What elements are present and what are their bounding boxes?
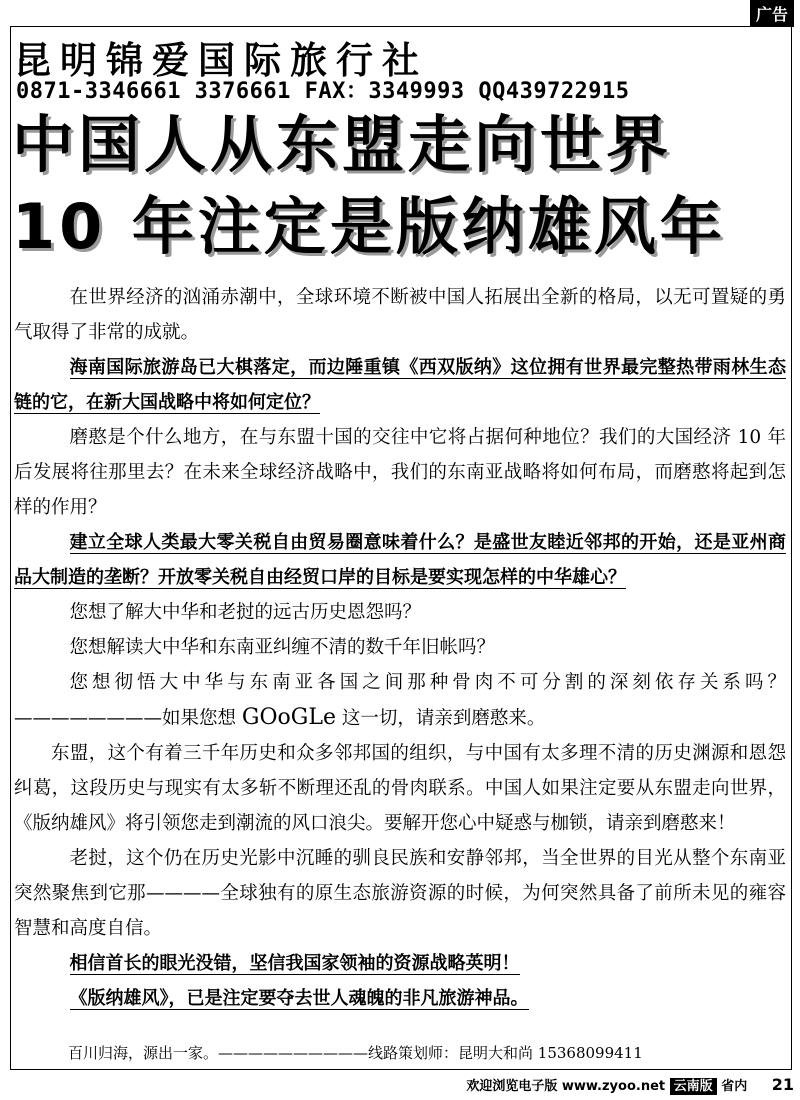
paragraph-1: 在世界经济的汹涌赤潮中，全球环境不断被中国人拓展出全新的格局，以无可置疑的勇气取得了非常的成就。	[14, 287, 786, 343]
paragraph-9: 老挝，这个仍在历史光影中沉睡的驯良民族和安静邻邦，当全世界的目光从整个东南亚突然聚焦到它那————全球独有的原生态旅游资源的时候，为何突然具备了前所未见的雍容智慧和高度自信。	[14, 848, 786, 939]
section-label: 省内	[721, 1079, 748, 1094]
paragraph-11-emphasis: 《版纳雄风》，已是注定要夺去世人魂魄的非凡旅游神品。	[69, 988, 529, 1009]
article-body	[14, 280, 786, 1016]
paragraph-10-emphasis: 相信首长的眼光没错，坚信我国家领袖的资源战略英明！	[69, 953, 520, 974]
footer-website: 欢迎浏览电子版 www.zyoo.net	[466, 1079, 666, 1094]
headline-line-1: 中国人从东盟走向世界	[12, 108, 673, 181]
agency-name: 昆明锦爱国际旅行社	[14, 39, 428, 82]
paragraph-2-emphasis: 海南国际旅游岛已大棋落定，而边陲重镇《西双版纳》这位拥有世界最完整热带雨林生态链的它，在新大国战略中将如何定位？	[14, 357, 786, 413]
paragraph-8: 东盟，这个有着三千年历史和众多邻邦国的组织，与中国有太多理不清的历史渊源和恩怨纠葛，这段历史与现实有太多斩不断理还乱的骨肉联系。中国人如果注定要从东盟走向世界，《版纳雄风》将引领您走到潮流的风口浪尖。要解开您心中疑惑与枷锁，请亲到磨憨来！	[14, 743, 786, 834]
page-footer	[466, 1075, 794, 1094]
signature-line: 百川归海，源出一家。——————————线路策划师：昆明大和尚 15368099411	[68, 1044, 643, 1062]
contact-line: 0871-3346661 3376661 FAX：3349993 QQ439722915	[16, 79, 630, 104]
paragraph-7: 您想彻悟大中华与东南亚各国之间那种骨肉不可分割的深刻依存关系吗？————————如果您想 GOoGLe 这一切，请亲到磨憨来。	[14, 672, 786, 730]
paragraph-3: 磨憨是个什么地方，在与东盟十国的交往中它将占据何种地位？我们的大国经济 10 年后发展将往那里去？在未来全球经济战略中，我们的东南亚战略将如何布局，而磨憨将起到怎样的作用？	[14, 427, 786, 518]
question-accounts: 您想解读大中华和东南亚纠缠不清的数千年旧帐吗？	[69, 637, 496, 658]
headline-line-2: 10 年注定是版纳雄风年	[12, 190, 726, 263]
ad-tag: 广告	[750, 0, 794, 27]
paragraph-4-emphasis: 建立全球人类最大零关税自由贸易圈意味着什么？是盛世友睦近邻邦的开始，还是亚州商品大制造的垄断？开放零关税自由经贸口岸的目标是要实现怎样的中华雄心？	[14, 532, 786, 588]
edition-badge: 云南版	[670, 1078, 717, 1095]
question-history: 您想了解大中华和老挝的远古历史恩怨吗？	[69, 602, 422, 623]
page-number: 21	[771, 1075, 794, 1094]
google-word: GOoGLe	[241, 705, 336, 730]
